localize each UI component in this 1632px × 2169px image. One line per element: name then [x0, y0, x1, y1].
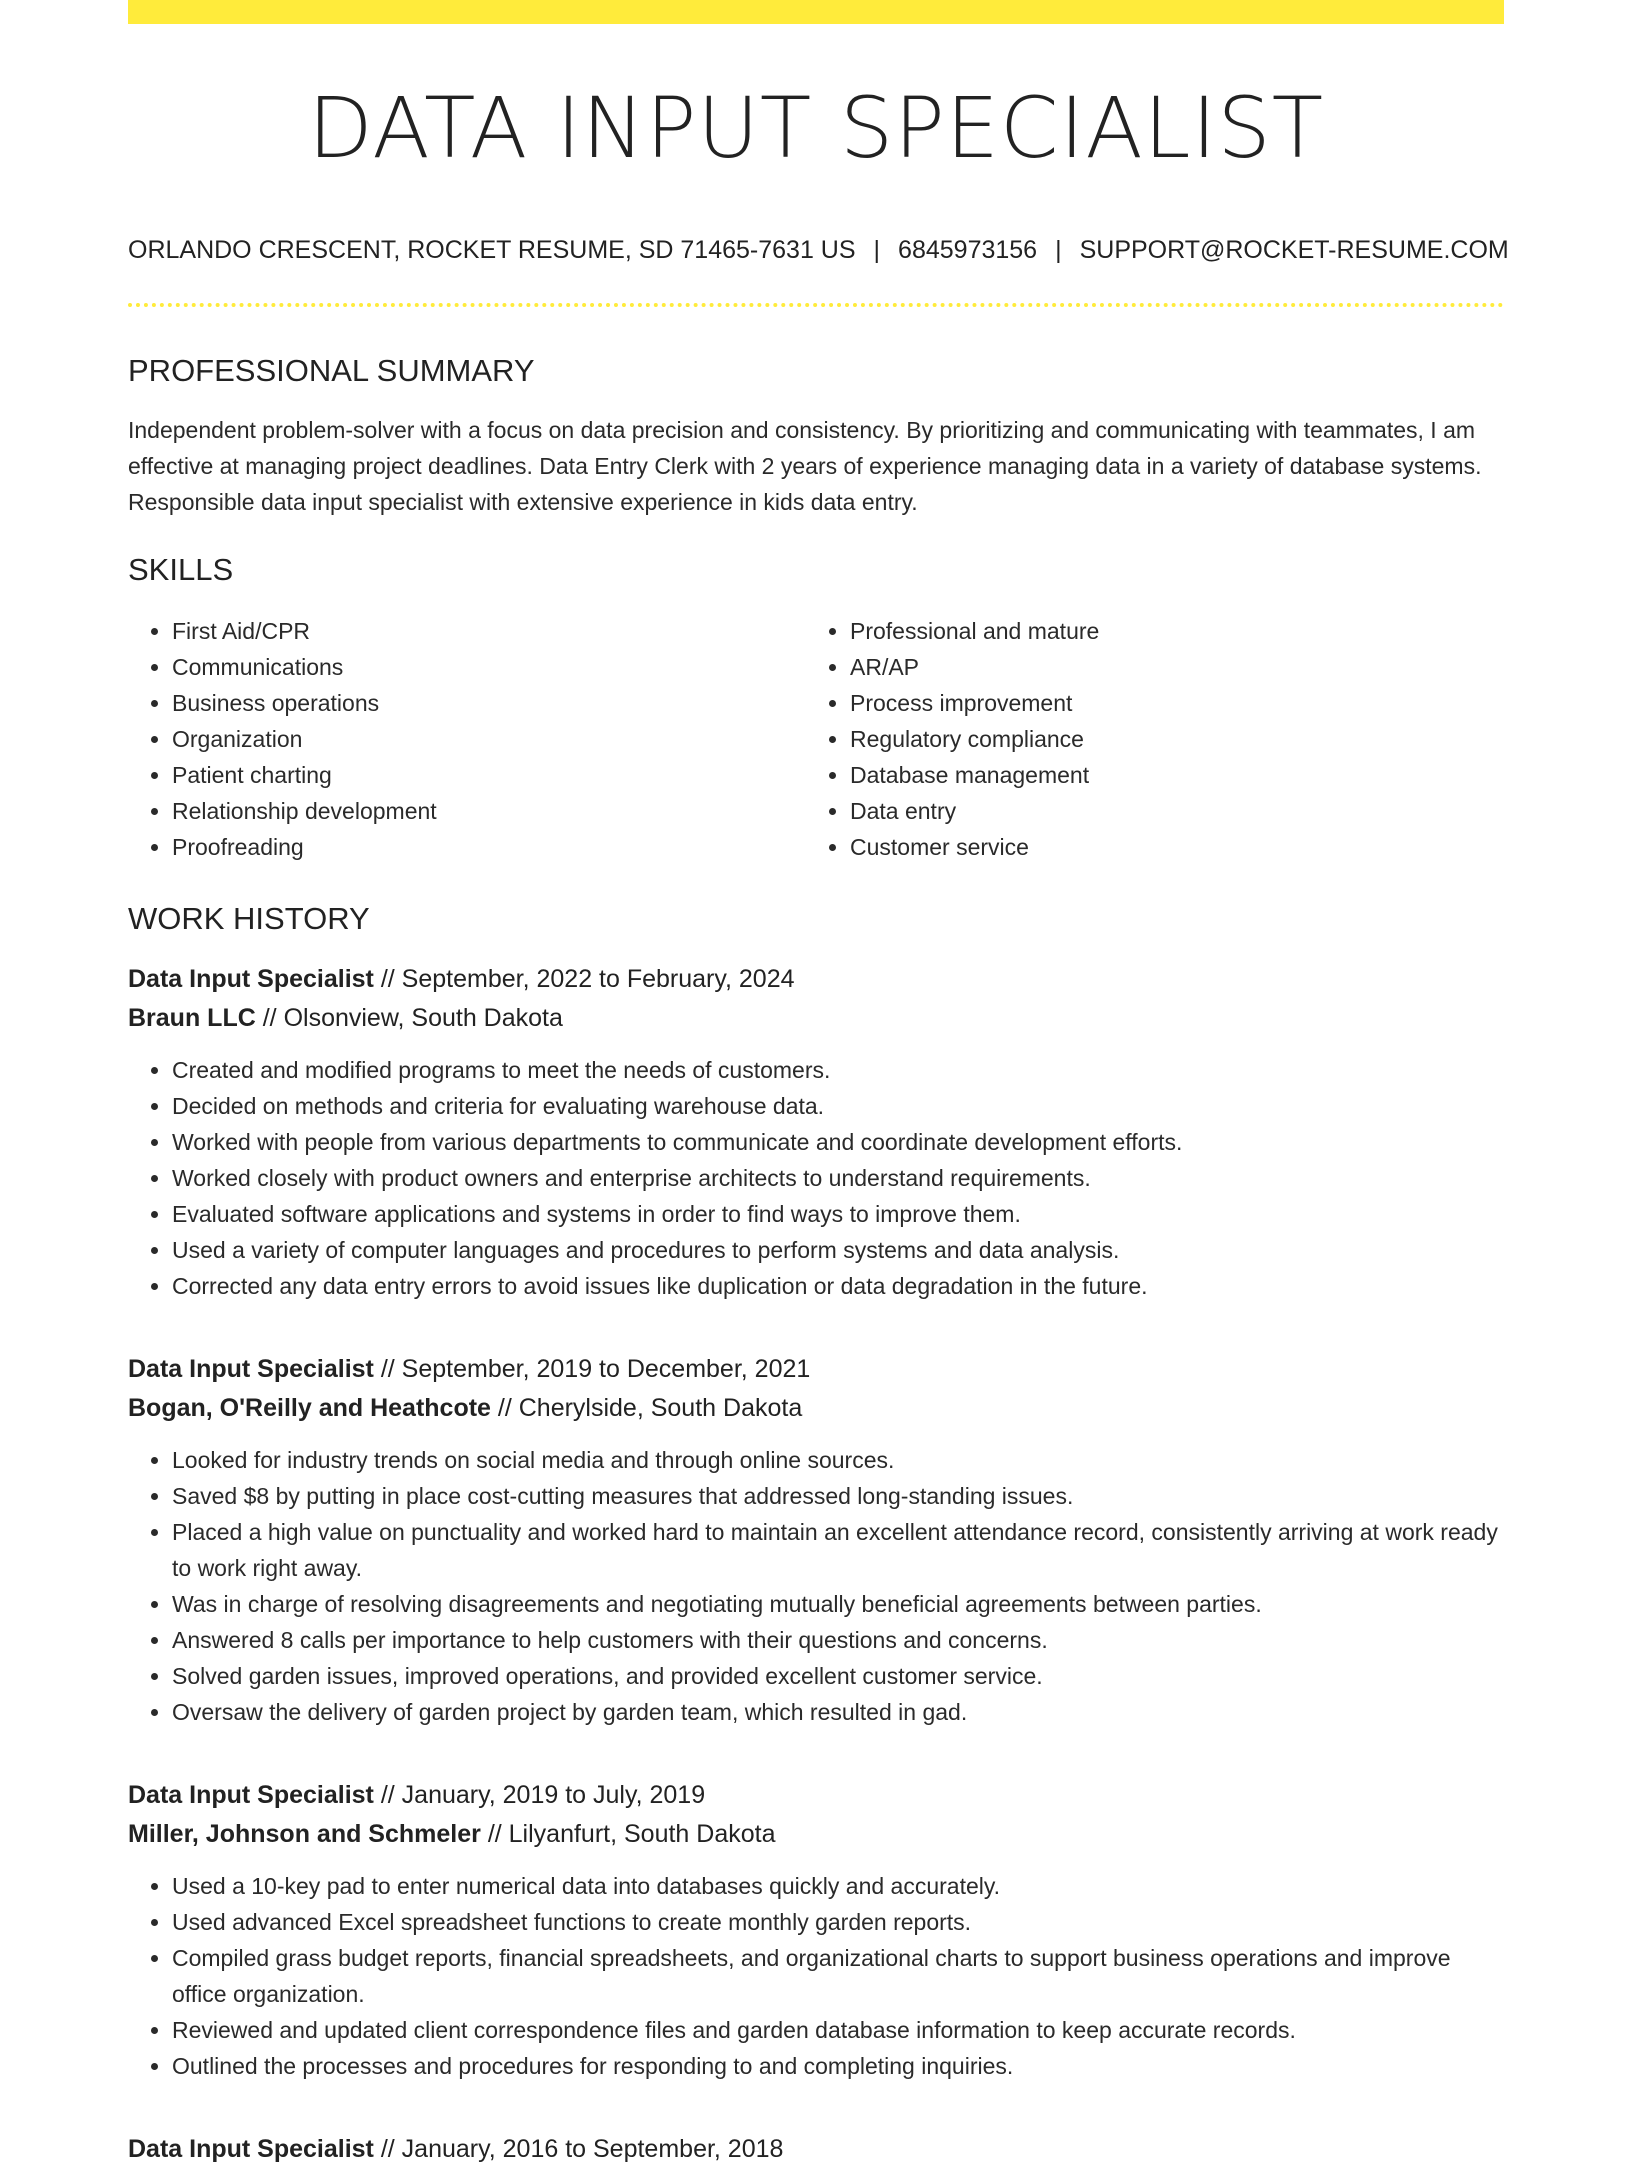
job-company-line — [128, 1389, 1504, 1428]
job-role: Data Input Specialist — [128, 2135, 374, 2163]
job-bullet: • Answered 8 calls per importance to help customers with their questions and concerns. — [172, 1622, 1504, 1658]
job-bullet: • Used a variety of computer languages and procedures to perform systems and data analysis. — [172, 1232, 1504, 1268]
job-role: Data Input Specialist — [128, 965, 374, 993]
skill-item: • Customer service — [850, 829, 1484, 865]
job-bullet: • Used a 10-key pad to enter numerical data into databases quickly and accurately. — [172, 1868, 1504, 1904]
job-bullet: • Evaluated software applications and systems in order to find ways to improve them. — [172, 1196, 1504, 1232]
job-company: Bogan, O'Reilly and Heathcote — [128, 1394, 491, 1422]
job-location: // Cherylside, South Dakota — [490, 1394, 803, 1422]
job-bullet: • Decided on methods and criteria for evaluating warehouse data. — [172, 1088, 1504, 1124]
job-bullet: • Corrected any data entry errors to avoid issues like duplication or data degradation in the future. — [172, 1268, 1504, 1304]
job-entry — [128, 2130, 1504, 2169]
job-bullet: • Worked with people from various departments to communicate and coordinate development efforts. — [172, 1124, 1504, 1160]
skill-item: • Business operations — [172, 685, 806, 721]
skill-item: • Relationship development — [172, 793, 806, 829]
job-bullet: • Used advanced Excel spreadsheet functions to create monthly garden reports. — [172, 1904, 1504, 1940]
job-bullet: • Compiled grass budget reports, financial spreadsheets, and organizational charts to support business operations and improve office organization. — [172, 1940, 1504, 2012]
job-entry — [128, 960, 1504, 1304]
resume-page — [128, 0, 1509, 2169]
job-bullet: • Solved garden issues, improved operations, and provided excellent customer service. — [172, 1658, 1504, 1694]
job-bullet: • Created and modified programs to meet the needs of customers. — [172, 1052, 1504, 1088]
skill-item: • Database management — [850, 757, 1484, 793]
job-entry — [128, 1350, 1504, 1730]
skill-item: • Process improvement — [850, 685, 1484, 721]
resume-title: DATA INPUT SPECIALIST — [308, 79, 1324, 177]
job-dates: // September, 2022 to February, 2024 — [373, 965, 795, 993]
skill-item: • Data entry — [850, 793, 1484, 829]
skill-item: • Communications — [172, 649, 806, 685]
job-bullet: • Worked closely with product owners and enterprise architects to understand requirements. — [172, 1160, 1504, 1196]
job-bullet: • Placed a high value on punctuality and worked hard to maintain an excellent attendance record, consistently arriving at work ready to work right away. — [172, 1514, 1504, 1586]
top-accent-bar — [128, 0, 1504, 24]
dotted-divider — [128, 303, 1504, 307]
contact-phone: 6845973156 — [898, 236, 1038, 264]
job-company-line — [128, 1815, 1504, 1854]
job-dates: // January, 2019 to July, 2019 — [373, 1781, 706, 1809]
job-bullet: • Was in charge of resolving disagreements and negotiating mutually beneficial agreements between parties. — [172, 1586, 1504, 1622]
job-entry — [128, 1776, 1504, 2084]
job-bullets — [128, 1868, 1504, 2084]
skills-list — [128, 613, 1504, 865]
job-role-line — [128, 1776, 1504, 1815]
job-role-line — [128, 1350, 1504, 1389]
skills-column-left — [128, 613, 806, 865]
job-bullet: • Saved $8 by putting in place cost-cutting measures that addressed long-standing issues. — [172, 1478, 1504, 1514]
skill-item: • Organization — [172, 721, 806, 757]
job-bullet: • Outlined the processes and procedures for responding to and completing inquiries. — [172, 2048, 1504, 2084]
summary-heading: PROFESSIONAL SUMMARY — [128, 353, 535, 388]
job-role: Data Input Specialist — [128, 1355, 374, 1383]
contact-separator: | — [873, 236, 881, 264]
job-role-line — [128, 2130, 1504, 2169]
summary-text: Independent problem-solver with a focus on data precision and consistency. By prioritizing and communicating with teammates, I am effective at managing project deadlines. Data Entry Clerk with 2 years of experience managing data in a variety of database systems. Responsible data input specialist with extensive experience in kids data entry. — [128, 417, 1482, 515]
skill-item: • Proofreading — [172, 829, 806, 865]
job-bullet: • Reviewed and updated client correspondence files and garden database information to keep accurate records. — [172, 2012, 1504, 2048]
job-bullets — [128, 1052, 1504, 1304]
contact-email[interactable]: SUPPORT@ROCKET-RESUME.COM — [1079, 236, 1509, 264]
job-location: // Lilyanfurt, South Dakota — [480, 1820, 776, 1848]
skills-heading: SKILLS — [128, 552, 234, 587]
job-company: Braun LLC — [128, 1004, 256, 1032]
skill-item: • Regulatory compliance — [850, 721, 1484, 757]
contact-line — [128, 236, 1509, 265]
contact-separator: | — [1055, 236, 1062, 264]
job-bullets — [128, 1442, 1504, 1730]
job-company: Miller, Johnson and Schmeler — [128, 1820, 481, 1848]
skill-item: • Professional and mature — [850, 613, 1484, 649]
job-company-line — [128, 999, 1504, 1038]
job-bullet: • Oversaw the delivery of garden project by garden team, which resulted in gad. — [172, 1694, 1504, 1730]
job-dates: // September, 2019 to December, 2021 — [373, 1355, 811, 1383]
job-bullet: • Looked for industry trends on social media and through online sources. — [172, 1442, 1504, 1478]
job-role-line — [128, 960, 1504, 999]
skill-item: • AR/AP — [850, 649, 1484, 685]
contact-address: ORLANDO CRESCENT, ROCKET RESUME, SD 71465-7631 US — [128, 236, 856, 264]
job-role: Data Input Specialist — [128, 1781, 374, 1809]
work-history-heading: WORK HISTORY — [128, 901, 370, 936]
skill-item: • First Aid/CPR — [172, 613, 806, 649]
skill-item: • Patient charting — [172, 757, 806, 793]
job-location: // Olsonview, South Dakota — [255, 1004, 563, 1032]
job-dates: // January, 2016 to September, 2018 — [373, 2135, 784, 2163]
skills-column-right — [806, 613, 1484, 865]
